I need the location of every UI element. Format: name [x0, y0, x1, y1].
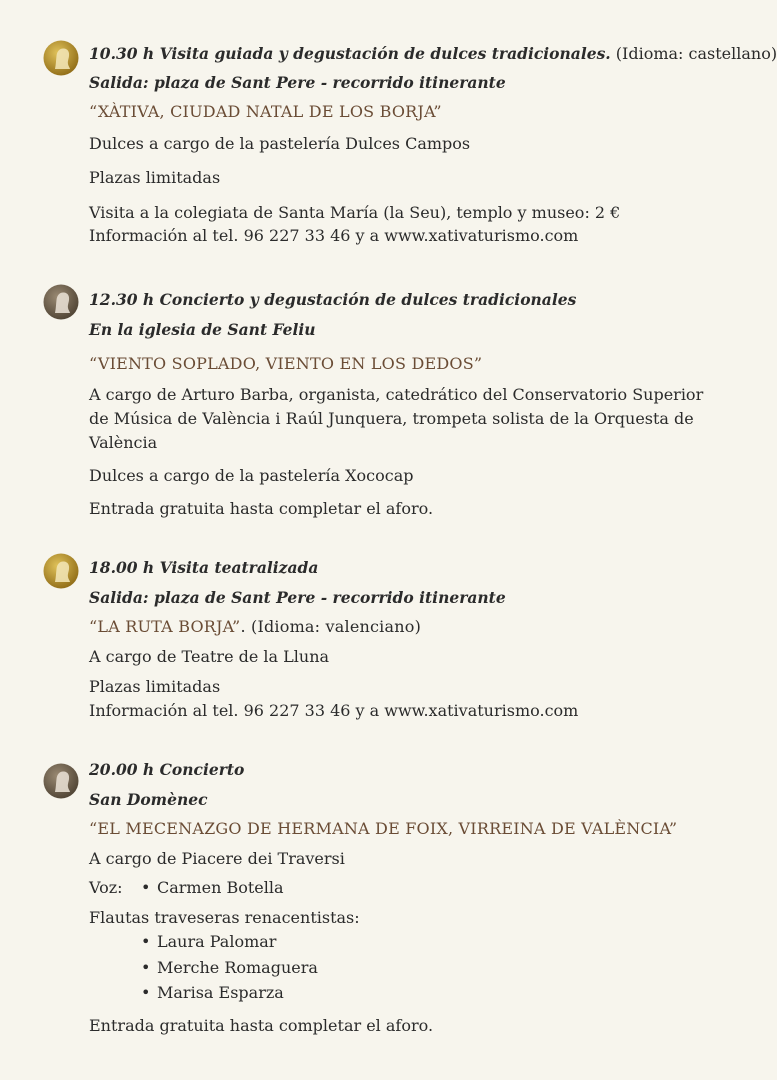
event-detail: A cargo de Arturo Barba, organista, catedrático del Conservatorio Superior [89, 385, 704, 404]
event-detail: de Música de València i Raúl Junquera, trompeta solista de la Orquesta de [89, 409, 694, 428]
bullet: • [141, 932, 151, 951]
event-time-heading: 12.30 h Concierto y degustación de dulces tradicionales [89, 290, 577, 309]
event-detail: Información al tel. 96 227 33 46 y a www.xativaturismo.com [89, 701, 579, 720]
bust-profile-icon [43, 284, 79, 320]
event-title: “XÀTIVA, CIUDAD NATAL DE LOS BORJA” [89, 102, 442, 121]
event-detail: Visita a la colegiata de Santa María (la Seu), templo y museo: 2 € [89, 203, 621, 222]
event-detail: Plazas limitadas [89, 677, 221, 696]
voice-label: Voz: [89, 878, 123, 897]
bullet: • [141, 983, 151, 1002]
event-time-heading: 10.30 h Visita guiada y degustación de dulces tradicionales. [89, 44, 611, 63]
event-language-note: (Idioma: castellano) [610, 44, 777, 63]
event-detail: Entrada gratuita hasta completar el aforo. [89, 499, 434, 518]
event-title: “VIENTO SOPLADO, VIENTO EN LOS DEDOS” [89, 354, 483, 373]
event-detail: A cargo de Teatre de la Lluna [89, 647, 330, 666]
event-detail: A cargo de Piacere dei Traversi [89, 849, 345, 868]
event-location: Salida: plaza de Sant Pere - recorrido itinerante [89, 588, 506, 607]
bullet: • [141, 878, 151, 897]
event-detail: Entrada gratuita hasta completar el aforo. [89, 1016, 434, 1035]
bust-profile-icon [43, 40, 79, 76]
event-time-heading: 18.00 h Visita teatralizada [89, 558, 319, 577]
event-location: En la iglesia de Sant Feliu [89, 320, 316, 339]
event-detail: Información al tel. 96 227 33 46 y a www.xativaturismo.com [89, 226, 579, 245]
event-detail: Plazas limitadas [89, 168, 221, 187]
event-location: Salida: plaza de Sant Pere - recorrido itinerante [89, 73, 506, 92]
event-detail: València [89, 433, 158, 452]
performer-name: Marisa Esparza [157, 983, 284, 1002]
performer-name: Merche Romaguera [157, 958, 318, 977]
performer-name: Carmen Botella [157, 878, 284, 897]
event-title: “EL MECENAZGO DE HERMANA DE FOIX, VIRREINA DE VALÈNCIA” [89, 819, 678, 838]
bust-profile-icon [43, 763, 79, 799]
flutes-label: Flautas traveseras renacentistas: [89, 908, 360, 927]
event-detail: Dulces a cargo de la pastelería Dulces Campos [89, 134, 471, 153]
performer-name: Laura Palomar [157, 932, 277, 951]
event-language-note: . (Idioma: valenciano) [240, 617, 422, 636]
event-location: San Domènec [89, 790, 208, 809]
bust-profile-icon [43, 553, 79, 589]
event-title: “LA RUTA BORJA” [89, 617, 241, 636]
event-detail: Dulces a cargo de la pastelería Xococap [89, 466, 414, 485]
bullet: • [141, 958, 151, 977]
event-time-heading: 20.00 h Concierto [89, 760, 245, 779]
